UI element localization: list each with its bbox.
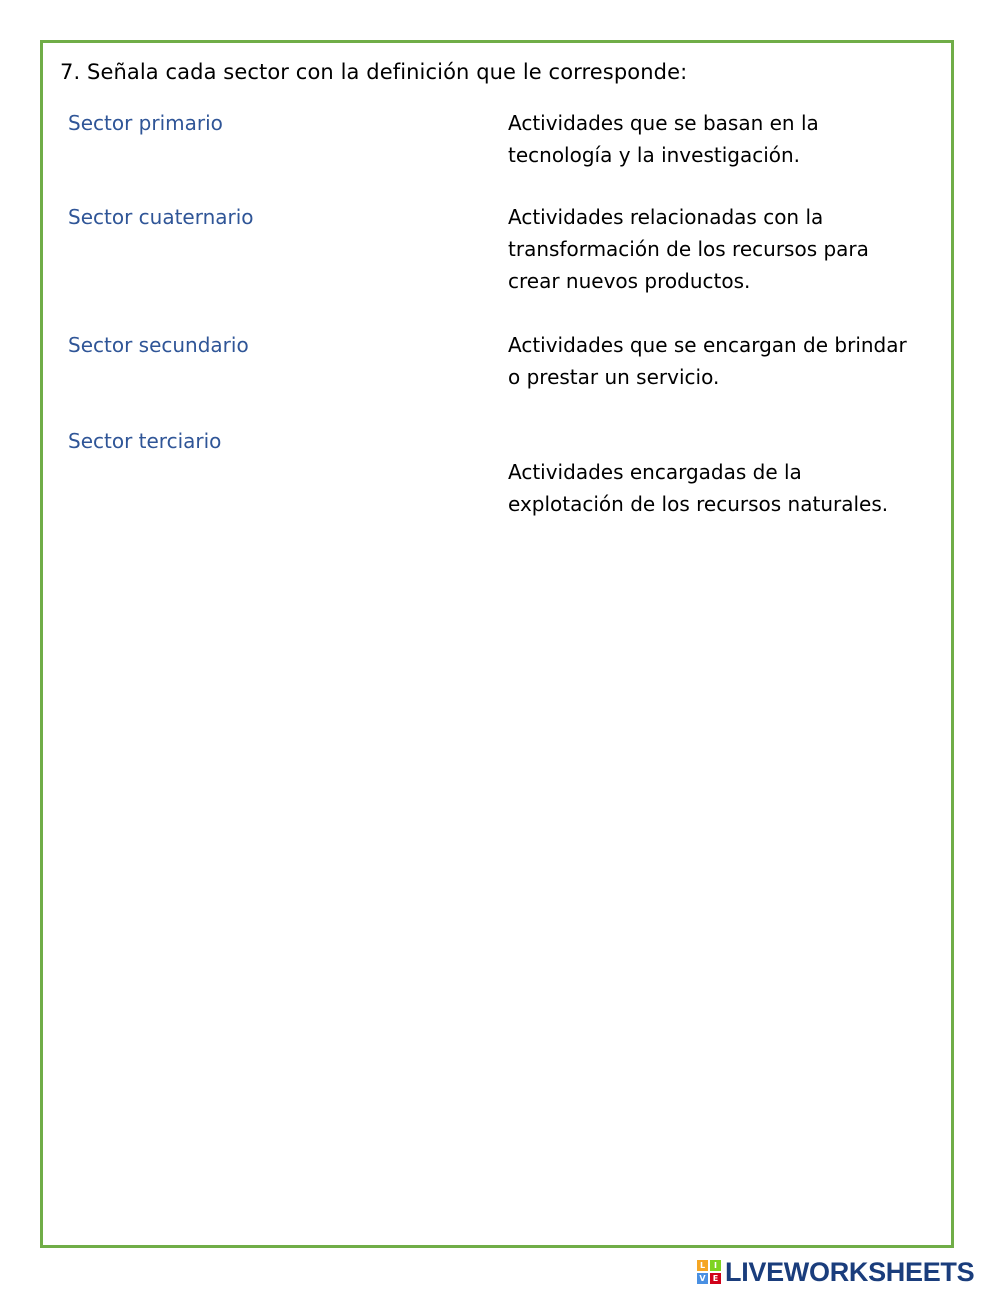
definition-item[interactable] xyxy=(508,107,948,171)
logo-block-v: V xyxy=(697,1273,708,1284)
question-text: 7. Señala cada sector con la definición que le corresponde: xyxy=(60,60,688,84)
definition-line: explotación de los recursos naturales. xyxy=(508,492,889,516)
definition-item[interactable] xyxy=(508,456,948,520)
logo-icon xyxy=(697,1260,721,1284)
sector-item-terciario[interactable]: Sector terciario xyxy=(68,429,222,453)
definition-line: crear nuevos productos. xyxy=(508,269,751,293)
definition-item[interactable] xyxy=(508,201,948,297)
logo-block-i: I xyxy=(710,1260,721,1271)
definition-line: Actividades que se basan en la xyxy=(508,111,819,135)
definition-line: Actividades encargadas de la xyxy=(508,460,802,484)
definition-line: Actividades relacionadas con la xyxy=(508,205,824,229)
logo-block-l: L xyxy=(697,1260,708,1271)
definition-line: transformación de los recursos para xyxy=(508,237,869,261)
sector-item-cuaternario[interactable]: Sector cuaternario xyxy=(68,205,254,229)
logo-text: LIVEWORKSHEETS xyxy=(725,1256,975,1287)
sector-item-secundario[interactable]: Sector secundario xyxy=(68,333,249,357)
definition-line: tecnología y la investigación. xyxy=(508,143,801,167)
liveworksheets-logo xyxy=(697,1257,974,1287)
definition-line: Actividades que se encargan de brindar xyxy=(508,333,907,357)
sector-item-primario[interactable]: Sector primario xyxy=(68,111,223,135)
definition-line: o prestar un servicio. xyxy=(508,365,720,389)
logo-block-e: E xyxy=(710,1273,721,1284)
definition-item[interactable] xyxy=(508,329,948,393)
